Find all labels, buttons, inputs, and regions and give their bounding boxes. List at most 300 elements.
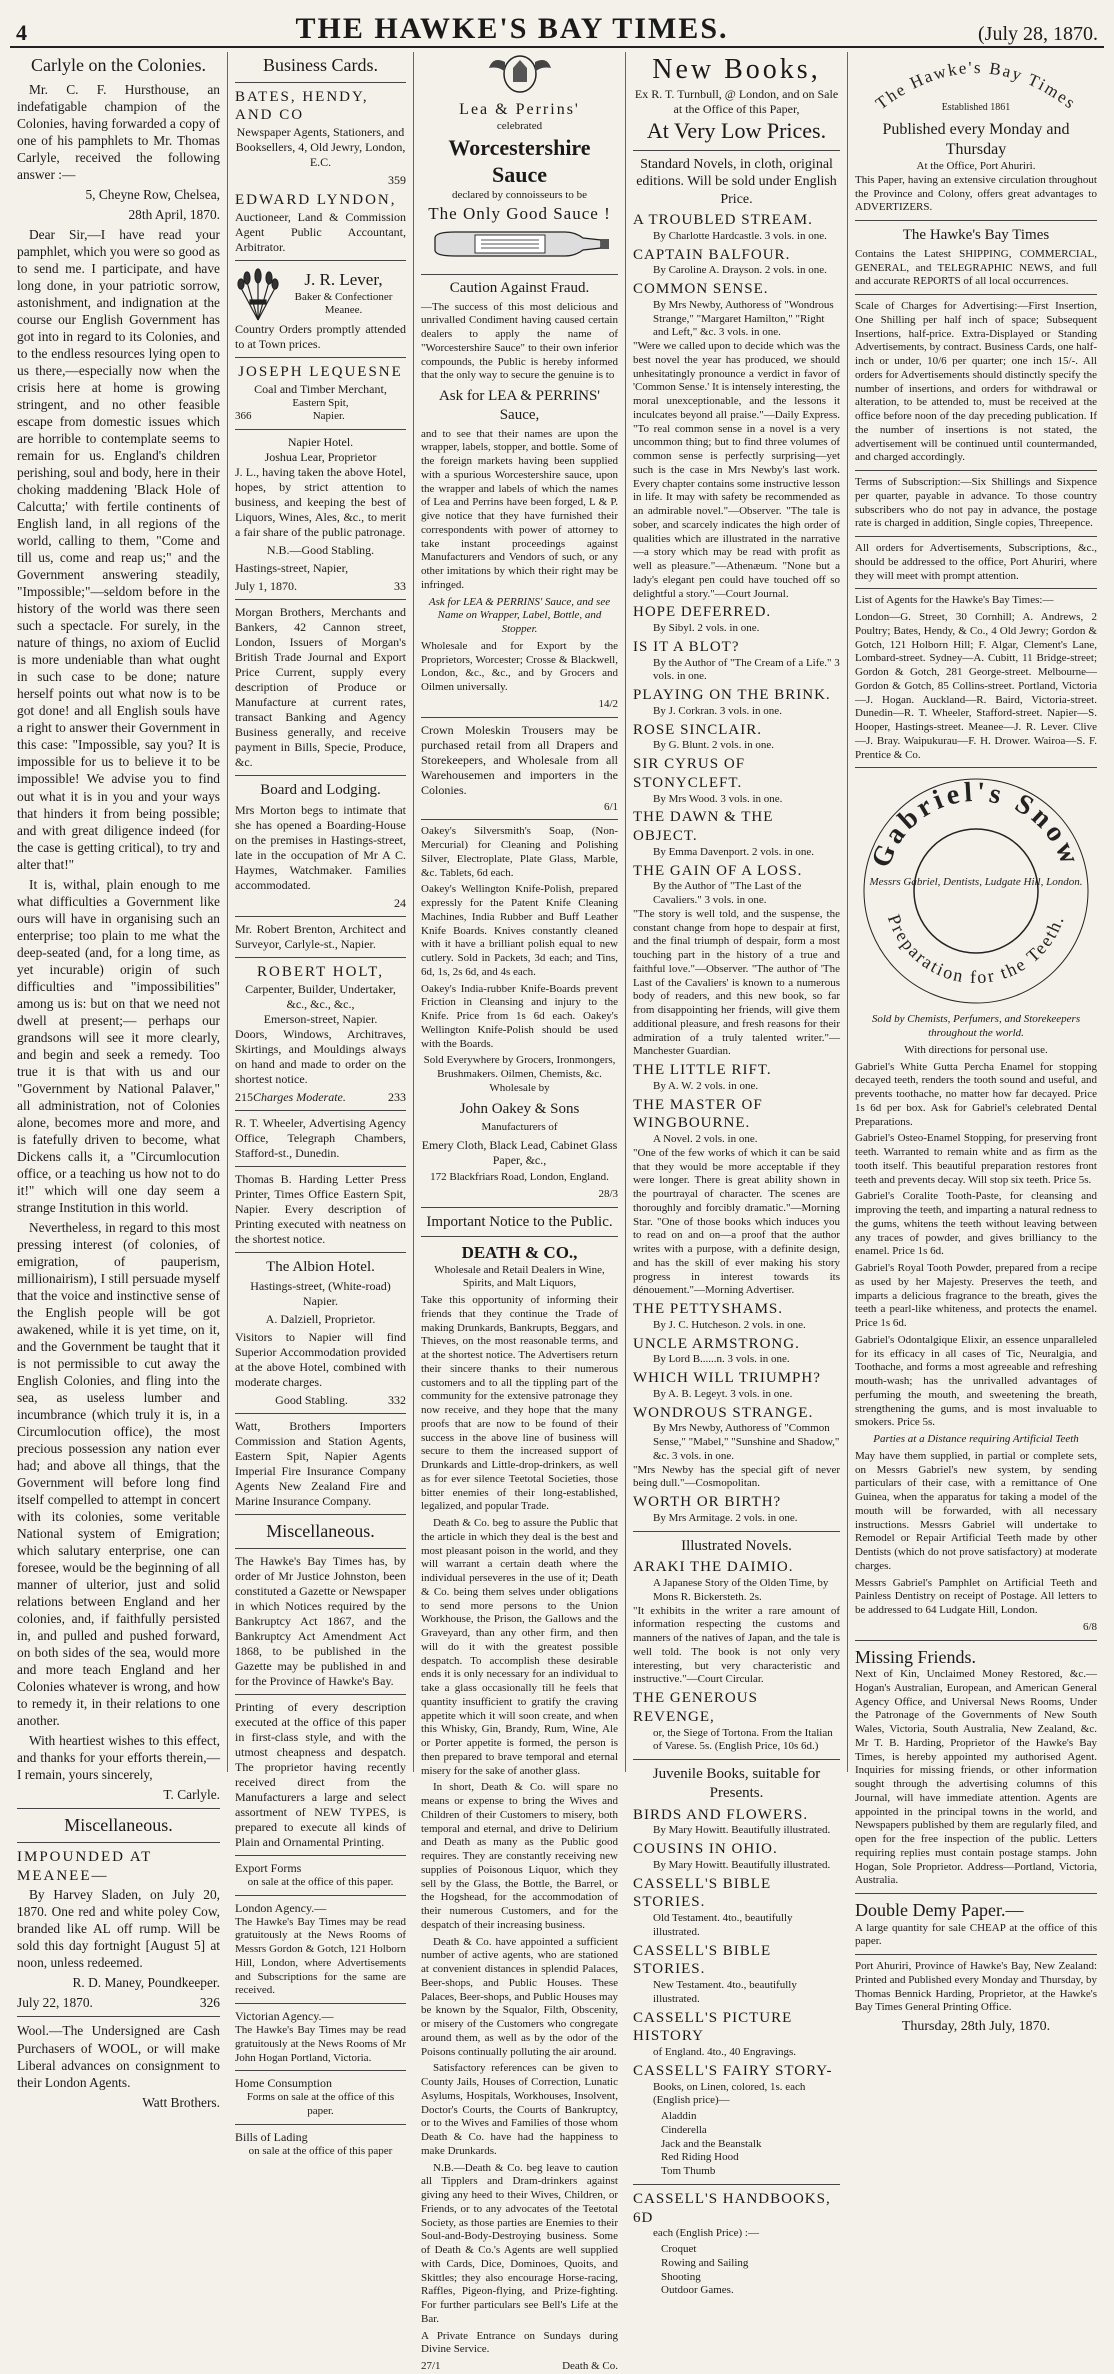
crest-icon [485,52,555,96]
carlyle-body-3: Nevertheless, in regard to this most pressing interest (of colonies, of emigration, of pauperism, millionairism), I still persuade myself that the voice and instinctive sense of the English people will be got awakened, while it is yet time, on it, and the Government be taught that it is not permissible to cut away the English Colonies, and fling into the sea, as useless lumber and incumbrance (which truly it is, in a Circumlocution office), the most precious possession any nation ever had; and above all things, that the Government will before long find itself compelled to attempt in concert with its colonies, some veritable National system of Emigration; which salutary enterprise, one can foresee, would be the beginning of all manner of ulterior, just and solid relations between England and her colonies, and, if faithfully persisted in, and pulled and pushed forward, on both sides of the sea, would more and more teach England and her Colonies whatever is wrong, and how to remedy it, in their relations to one another. [17,1219,220,1729]
newspaper-title: THE HAWKE'S BAY TIMES. [295,12,729,45]
book-item [633,1806,840,1839]
wool-body: Wool.—The Undersigned are Cash Purchasers of WOOL, or will make Liberal advances on consignment to their London Agents. [17,2023,220,2090]
divider [235,1895,406,1896]
book-title: THE GAIN OF A LOSS. [633,862,803,879]
death-body: Take this opportunity of informing their friends that they continue the Trade of making Drunkards, Bankrupts, Beggars, and Thieves, on the most reasonable terms, and at the shortest notice. The Advertisers return their sincere thanks to their numerous customers and to all the tippling part of the community for the extensive patronage they now receive, and they hope that the many proofs that are now to be found of their success in the above line of business will secure to them the increased support of Drunkards and Little-drop-drinkers, as well as for ever silence Teetotal Societies, those bitter enemies of their long-established, legalized, and popular Trade. [421,1294,618,1513]
lequesne-trade: Coal and Timber Merchant, [254,381,387,396]
albion-body: Visitors to Napier will find Superior Accommodation provided at the above Hotel, combined with moderate charges. [235,1330,406,1390]
book-item [633,2190,840,2241]
generous-title: THE GENEROUS REVENGE, [633,1690,758,1725]
list-item: Cinderella [661,2123,707,2136]
lever-place: Meanee. [324,304,363,317]
oakey-sold: Sold Everywhere by Grocers, Ironmongers, Brushmakers. Oilmen, Chemists, &c. Wholesale by [423,1054,616,1094]
divider [855,588,1097,589]
new-books-low: At Very Low Prices. [646,118,827,143]
oakey-mfr: Manufacturers of [481,1121,558,1134]
book-item [633,211,840,244]
column-1 [10,52,228,2110]
lyndon-ad [235,191,406,255]
bills-title: Bills of Lading [235,2129,308,2144]
carlyle-intro: Mr. C. F. Hursthouse, an indefatigable champion of the Colonies, having forwarded a copy of one of his pamphlets to Mr. Thomas Carlyle, received the following answer :— [17,81,220,182]
divider [633,2184,840,2185]
seal-word: Snow [1009,788,1087,873]
book-item [633,755,840,806]
lp-ask: Ask for LEA & PERRINS' Sauce, [438,388,601,423]
death-body-2: Death & Co. beg to assure the Public that the article in which they deal is the best and most pleasant poison in the world, and they will warrant a certain death where the individual perseveres in the use of it; Death & Co. being them selves under obligations to send more persons to the Union Workhouse, the Prison, the Gallows and the Graveyard, than any other firm, and then will do it with the greatest possible despatch. To accomplish these desirable ends it is only necessary for an individual to take a glass occasionally till he feels that quantity insufficient to gratify the craving appetite which it will soon create, and when this Whisky, Gin, Brandy, Rum, Wine, Ale or Porter appetite is formed, the person is then prepared to brave temporal and eternal misery for the sake of another glass. [421,1517,618,1777]
svg-text:Gabriel's Snow [865,777,1086,872]
book-author: By Emma Davenport. 2 vols. in one. [653,845,815,858]
book-author: By J. Corkran. 3 vols. in one. [653,704,782,717]
holt-charges: Charges Moderate. [253,1089,346,1104]
book-title: CASSELL'S PICTURE HISTORY [633,2009,793,2045]
list-item: Shooting [661,2270,701,2283]
book-author: Books, on Linen, colored, 1s. each (English price)— [653,2080,806,2107]
watt-ad: Watt, Brothers Importers Commission and Station Agents, Eastern Spit, Napier Agents Imperial Fire Insurance Company Agents New Zealand Fire and Marine Insurance Company. [235,1419,406,1509]
book-title: CAPTAIN BALFOUR. [633,246,791,263]
new-books-heading: New Books, [652,54,821,85]
oakey-soap: Oakey's Silversmith's Soap, (Non-Mercurial) for Cleaning and Polishing Silver, Electroplate, Plate Glass, Marble, &c. Tablets, 6d each. [421,825,618,879]
book-title: WORTH OR BIRTH? [633,1494,782,1510]
gabriel-no: 6/8 [1082,1620,1097,1633]
imprint-body: Port Ahuriri, Province of Hawke's Bay, New Zealand: Printed and Published every Monday and Thursday, by Thomas Bennick Harding, Proprietor, at the Hawke's Bay Times General Printing Office. [855,1960,1097,2014]
divider [633,150,840,151]
carlyle-closing: With heartiest wishes to this effect, and thanks for your efforts therein,—I remain, yours sincerely, [17,1733,220,1783]
sauce-bottle-icon [425,224,615,264]
holt-body: Doors, Windows, Architraves, Skirtings, and Mouldings always on hand and made to order on the shortest notice. [235,1026,406,1086]
impounded-title: IMPOUNDED AT MEANEE— [17,1849,152,1885]
divider [235,260,406,261]
crown-no: 6/1 [603,800,618,813]
divider [235,957,406,958]
death-private: A Private Entrance on Sundays during Divine Service. [421,2329,618,2356]
hbt-office: At the Office, Port Ahuriri. [916,160,1036,172]
divider [235,2003,406,2004]
divider [855,470,1097,471]
divider [855,220,1097,221]
hotel-nb: N.B.—Good Stabling. [266,543,375,557]
list-item: Tom Thumb [661,2165,716,2177]
death-body-5: Satisfactory references can be given to County Jails, Houses of Correction, Lunatic Asylums, Hospitals, Workhouses, Insolvent, Doctor's Courts, the Courts of Bankruptcy, or to the Wives and Families of those whom Death & Co. have had the happiness to make Drunkards. [421,2062,618,2157]
wheeler-ad: R. T. Wheeler, Advertising Agency Office, Telegraph Chambers, Stafford-st., Dunedin. [235,1115,406,1160]
albion-prop: A. Dalziell, Proprietor. [265,1312,376,1327]
harding-ad: Thomas B. Harding Letter Press Printer, Times Office Eastern Spit, Napier. Every description of Printing executed with neatness on the shortest notice. [235,1171,406,1246]
lp-no: 14/2 [598,697,618,710]
export-title: Export Forms [235,1860,302,1875]
book-author: By Mrs Newby, Authoress of "Wondrous Strange," "Margaret Hamilton," "Right and Left," &c. 3 vols. in one. [653,298,834,339]
demy-body: A large quantity for sale CHEAP at the office of this paper. [855,1921,1097,1948]
london-title: London Agency.— [235,1900,327,1915]
wool-ad [17,2022,220,2110]
lever-ad [235,266,406,352]
book-title: SIR CYRUS OF STONYCLEFT. [633,756,746,791]
bates-no: 359 [388,173,406,187]
book-item [633,721,840,754]
impounded-date: July 22, 1870. [17,1995,93,2011]
divider [855,1893,1097,1894]
hbt-terms: Terms of Subscription:—Six Shillings and Sixpence per quarter, payable in advance. To those country subscribers who do not pay in advance, the postage rate is charged in addition, Single copies, Threepence. [855,476,1097,530]
brenton-ad: Mr. Robert Brenton, Architect and Surveyor, Carlyle-st., Napier. [235,921,406,951]
divider [235,1694,406,1695]
book-item [633,686,840,719]
gabriel-elixir: Gabriel's Odontalgique Elixir, an essence unparalleled for its efficacy in all cases of Tic, Neuralgia, and Toothache, and forms a most agreeable and refreshing mouth-wash; has the unrivalled advantages of perfuming the mouth, and sweetening the breath, strengthening the gums, and is most invaluable to smokers. Price 5s. [855,1333,1097,1429]
lequesne-ad [235,363,406,424]
column-4 [626,52,848,2297]
board-body: Mrs Morton begs to intimate that she has opened a Boarding-House on the premises in Hastings-street, late in the occupation of Mr A C. Haymes, Watchmaker. Families accommodated. [235,802,406,892]
book-author: By Mrs Wood. 3 vols. in one. [653,792,783,805]
book-author: By the Author of "The Last of the Cavaliers." 3 vols. in one. [653,880,802,906]
book-item [633,1335,840,1368]
page-number: 4 [16,20,27,45]
gabriel-directions: With directions for personal use. [904,1043,1048,1056]
book-review: "The story is well told, and the suspense, the constant change from hope to despair at first, and the final triumph of despair, form a most touching part in the history of a true and faithful love."—Observer. "The author of 'The Last of the Cavaliers' is known to a numerous body of readers, and this new book, so far from disappointing her friends, will give them additional pleasure, and fresh reasons for their admiration of a truly talented writer."—Manchester Guardian. [633,907,840,1058]
column-3 [414,52,626,2372]
book-list [633,211,840,1526]
book-title: WONDROUS STRANGE. [633,1404,814,1421]
lp-ask-2: Ask for LEA & PERRINS' Sauce, and see Name on Wrapper, Label, Bottle, and Stopper. [428,595,611,635]
book-title: HOPE DEFERRED. [633,604,772,621]
book-title: CASSELL'S FAIRY STORY- [633,2062,833,2079]
lp-ask-body: and to see that their names are upon the wrapper, labels, stopper, and bottle. Some of the foreign markets having been supplied with a spurious Worcestershire sauce, upon the wrapper and labels of which the names of Lea and Perrins have been forged, L & P. give notice that they have furnished their correspondents with power of attorney to take instant proceedings against Manufacturers and Vendors of such, or any other imitations by which their right may be infringed. [421,427,618,591]
book-author: By G. Blunt. 2 vols. in one. [653,739,775,752]
divider [235,429,406,430]
book-author: By Mrs Armitage. 2 vols. in one. [653,1511,798,1524]
book-item [633,1061,840,1094]
divider [855,767,1097,768]
illustrated-heading: Illustrated Novels. [681,1537,792,1554]
divider [235,1413,406,1414]
bills-body: on sale at the office of this paper [248,2144,393,2157]
albion-heading: The Albion Hotel. [266,1258,375,1275]
divider [855,1954,1097,1955]
handbooks-by: each (English Price) :— [653,2227,759,2240]
victorian-body: The Hawke's Bay Times may be read gratuitously at the News Rooms of Mr John Hogan Portland, Victoria. [235,2024,406,2064]
hbt-arc-title [856,52,1096,116]
gabriel-sold: Sold by Chemists, Perfumers, and Storekeepers throughout the world. [871,1013,1081,1039]
home-title: Home Consumption [235,2076,333,2091]
book-title: PLAYING ON THE BRINK. [633,687,831,703]
divider [421,717,618,718]
missing-body: Next of Kin, Unclaimed Money Restored, &c.—Hogan's Australian, European, and American General Agency Office, and Universal News Rooms, Under the Patronage of the Governments of New South Wales, Victoria, South Australia, New Zealand, &c. Mr T. B. Harding, Proprietor of the Hawke's Bay Times, is hereby appointed my authorised Agent. Inquiries for missing friends, or other information sought through the advertising columns of this Journal, will have immediate attention. Agents are appointed in the principal towns in the world, and Newspapers published by them are regularly filed, and open for the free inspection of the public. Letters requiring replies must contain postage stamps. John Hogan, Sole Proprietor. Address—Portland, Victoria, Australia. [855,1668,1097,1887]
book-author: By Caroline A. Drayson. 2 vols. in one. [653,264,827,277]
divider [633,1759,840,1760]
lyndon-name: EDWARD LYNDON, [235,192,397,208]
divider [235,2124,406,2125]
list-item: Aladdin [661,2110,697,2122]
home-body: Forms on sale at the office of this paper. [246,2091,395,2117]
death-no: 27/1 [421,2360,441,2372]
divider [235,1166,406,1167]
lp-caution-body: —The success of this most delicious and unrivalled Condiment having caused certain dealers to apply the name of "Worcestershire Sauce" to their own inferior compounds, the Public is hereby informed that the only way to secure the genuine is to [421,300,618,382]
book-title: THE LITTLE RIFT. [633,1062,772,1078]
business-heading: Business Cards. [262,55,378,75]
divider [235,1514,406,1515]
lyndon-body: Auctioneer, Land & Commission Agent Public Accountant, Arbitrator. [235,209,406,254]
book-item [633,1300,840,1333]
gabriel-parties: May have them supplied, in partial or complete sets, on Messrs Gabriel's new system, by sending particulars of their case, with a remittance of One Guinea, when the apparatus for taking a model of the mouth will be forwarded, with all necessary instructions. Messrs Gabriel will undertake to Remodel or Repair Artificial Teeth made by other Dentists (which do not prove satisfactory) at moderate charges. [855,1449,1097,1572]
divider [235,1855,406,1856]
book-item [633,1689,840,1754]
book-title: A TROUBLED STREAM. [633,212,813,228]
araki-title: ARAKI THE DAIMIO. [633,1559,794,1576]
divider [235,775,406,776]
export-body: on sale at the office of this paper. [247,1875,394,1888]
book-item [633,1369,840,1402]
book-author: By A. W. 2 vols. in one. [653,1079,759,1092]
gabriel-seal [858,773,1094,1009]
list-item: Jack and the Beanstalk [661,2137,762,2150]
divider [235,1548,406,1549]
book-item [633,2062,840,2108]
holt-no: 215 [235,1089,253,1104]
hbt-scale: Scale of Charges for Advertising:—First Insertion, One Shilling per half inch of space; Subsequent Insertions, half-price. Extra-Displayed or Standing Advertisements, by contract. Business Cards, one half-inch or under, 10/6 per quarter; one inch 15/-. All orders for Advertisements should distinctly specify the number of insertions, and orders for withdrawal or alteration, to be attended to, must be received at the office before noon of the day preceding publication. If the number of insertions is not stated, the advertisement will be continued until countermanded, and charged accordingly. [855,300,1097,464]
death-nb: N.B.—Death & Co. beg leave to caution all Tipplers and Dram-drinkers against giving any heed to their Wives, Children, or Friends, or to any advocates of the Teetotal Society, as those parties are Enemies to their Soul-and-Body-Destroying business. Some of Death & Co.'s Agents are well supplied with Cards, Dice, Dominoes, Quoits, and Skittles; they also encourage Horse-racing, Raffles, Pigeon-flying, and Prize-fighting. For further particulars see Bell's Life at the Bar. [421,2161,618,2325]
gabriel-white: Gabriel's White Gutta Percha Enamel for stopping decayed teeth, renders the tooth sound and useful, and prevents toothache, no matter how far decayed. Price 1s 6d per box. Ask for Gabriel's celebrated Dental Preparations. [855,1060,1097,1128]
divider [855,1640,1097,1641]
seal-bottom: Preparation for the Teeth. [883,911,1069,988]
book-item [633,1096,840,1299]
carlyle-heading: Carlyle on the Colonies. [31,55,206,75]
book-review: "Were we called upon to decide which was the best novel the year has produced, we should unhesitatingly pronounce a verdict in favor of 'Common Sense.' It is intensely interesting, the moral unexceptionable, and the lessons it inculcates beyond all praise."—Daily Express. "To real common sense in a novel is a very uncommon thing; but to find three volumes of common sense is perfectly surprising—yet such is the case in Mrs Newby's last work. Every chapter contains some instructive lesson in life. It may with safety be recommended as an admirable novel."—Observer. "The tale is sober, and scarcely indicates the high order of qualities which are illustrated in the narrative—a story which may be read with profit as well as pleasure."—Athenæum. "None but a lady's elegant pen could have touched off so delightful a story."—Court Journal. [633,340,840,600]
bates-ad [235,88,406,189]
carlyle-address: 5, Cheyne Row, Chelsea, [85,186,220,202]
gabriel-royal: Gabriel's Royal Tooth Powder, prepared from a recipe as used by her Majesty. Preserves the teeth, and imparts a delicious fragrance to the breath, gives the teeth a pearl-like whiteness, and protects the enamel. Price 1s 6d. [855,1262,1097,1329]
book-title: ROSE SINCLAIR. [633,721,763,738]
printing-ad: Printing of every description executed at the office of this paper in first-class style, and with the utmost cheapness and despatch. The proprietor having recently received direct from the Manufacturers a large and select assortment of NEW TYPES, is prepared to execute all kinds of Plain and Ornamental Printing. [235,1699,406,1849]
gabriel-pamphlet: Messrs Gabriel's Pamphlet on Artificial Teeth and Painless Dentistry on receipt of Postage. All letters to be addressed to 64 Ludgate Hill, London. [855,1576,1097,1616]
bates-name: BATES, HENDY, AND CO [235,88,369,124]
napier-hotel-ad [235,435,406,594]
misc-heading-2: Miscellaneous. [266,1521,375,1542]
divider [235,1252,406,1253]
araki-quote: "It exhibits in the writer a rare amount of information respecting the customs and manners of the natives of Japan, and the tale is well told. The book is not only very interesting, but very characteristic and instructive."—Court Circular. [633,1604,840,1686]
book-title: CASSELL'S BIBLE STORIES. [633,1942,772,1978]
seal-center: Messrs Gabriel, Dentists, Ludgate Hill, London. [869,876,1083,889]
book-item [633,2009,840,2060]
oakey-firm: John Oakey & Sons [459,1100,580,1117]
lever-trade: Baker & Confectioner [294,290,393,303]
death-sub: Wholesale and Retail Dealers in Wine, Spirits, and Malt Liquors, [434,1263,605,1290]
svg-text:Preparation for the Teeth. [884,912,1068,987]
book-author: New Testament. 4to., beautifully illustrated. [653,1979,797,2005]
book-title: COUSINS IN OHIO. [633,1841,778,1857]
book-author: By the Author of "The Cream of a Life." 3 vols. in one. [653,656,840,683]
hbt-intro: This Paper, having an extensive circulation throughout the Province and Colony, offers great advantages to ADVERTIZERS. [855,173,1097,214]
oakey-india: Oakey's India-rubber Knife-Boards prevent Friction in Cleansing and injury to the Knife. Price from 1s 6d each. Oakey's Wellington Knife-Polish should be used with the Boards. [421,982,618,1050]
list-item: Rowing and Sailing [661,2256,749,2269]
hbt-gazette-ad: The Hawke's Bay Times has, by order of Mr Justice Johnston, been constituted a Gazette or Newspaper in which Notices required by the Bankruptcy Act 1867, and the Bankruptcy Act Amendment Act 1868, to be published in the Gazette may be published in and for the Province of Hawke's Bay. [235,1553,406,1688]
book-item [633,862,840,1060]
book-title: THE PETTYSHAMS. [633,1301,784,1317]
oakey-addr: 172 Blackfriars Road, London, England. [430,1171,609,1183]
divider [855,536,1097,537]
book-author: By Mary Howitt. Beautifully illustrated. [653,1858,831,1871]
albion-no: 332 [388,1393,406,1408]
handbooks-list [633,2243,840,2298]
book-title: IS IT A BLOT? [633,638,740,655]
lever-body: Country Orders promptly attended to at Town prices. [235,321,406,351]
new-books-intro: Standard Novels, in cloth, original editions. Will be sold under English Price. [636,156,837,207]
juvenile-list [633,1806,840,2109]
book-title: BIRDS AND FLOWERS. [633,1806,809,1823]
holt-no-2: 233 [388,1089,406,1104]
divider [235,2070,406,2071]
lequesne-place: Napier. [312,410,345,423]
carlyle-signature: T. Carlyle. [163,1787,220,1803]
new-books-ex: Ex R. T. Turnbull, @ London, and on Sale at the Office of this Paper, [634,87,839,116]
board-no: 24 [394,895,406,910]
crown-ad: Crown Moleskin Trousers may be purchased retail from all Drapers and Storekeepers, and Wholesale from all Warehousemen and importers in the Colonies. [421,722,618,797]
holt-ad [235,963,406,1105]
generous-by: or, the Siege of Tortona. From the Italian of Varese. 5s. (English Price, 10s 6d.) [653,1726,833,1753]
divider [855,294,1097,295]
masthead [10,6,1104,48]
bates-body: Newspaper Agents, Stationers, and Booksellers, 4, Old Jewry, London, E.C. [235,125,406,169]
book-title: WHICH WILL TRIUMPH? [633,1370,821,1386]
book-title: UNCLE ARMSTRONG. [633,1335,800,1352]
hotel-name: Napier Hotel. [287,435,354,449]
hbt-est: Established 1861 [941,102,1011,113]
gabriel-osteo: Gabriel's Osteo-Enamel Stopping, for preserving front teeth. Warranted to remain white and as firm as the tooth itself. This beautiful preparation restores front teeth and prevents decay. Will stop six teeth. Price 5s. [855,1132,1097,1186]
death-sign: Death & Co. [562,2360,618,2372]
hotel-addr: Hastings-street, Napier, [235,561,349,575]
albion-stabling: Good Stabling. [275,1393,348,1408]
divider [235,599,406,600]
hotel-date: July 1, 1870. [235,579,298,593]
book-title: CASSELL'S BIBLE STORIES. [633,1875,772,1911]
book-author: By Mary Howitt. Beautifully illustrated. [653,1824,831,1837]
lever-name: J. R. Lever, [304,270,383,290]
hotel-prop: Joshua Lear, Proprietor [264,450,377,464]
book-author: By J. C. Hutcheson. 2 vols. in one. [653,1318,806,1331]
book-author: A Novel. 2 vols. in one. [653,1133,758,1145]
impounded-body: By Harvey Sladen, on July 20, 1870. One red and white poley Cow, branded like AL off rump. Will be sold this day fortnight [August 5] at noon, unless redeemed. [17,1887,220,1971]
hbt-arc-text: The Hawke's Bay Times [871,57,1081,114]
column-5 [848,52,1104,2034]
impounded-ad [17,1848,220,2011]
columns [10,52,1104,2372]
book-review: "Mrs Newby has the special gift of never being dull."—Cosmopolitan. [633,1463,840,1490]
seal-top: Gabriel's [865,777,1008,873]
book-item [633,1493,840,1526]
board-heading: Board and Lodging. [260,782,381,798]
hbt-banner [855,52,1097,174]
hbt-pub: Published every Monday and Thursday [882,121,1070,158]
juvenile-heading: Juvenile Books, suitable for Presents. [652,1766,821,1801]
lequesne-no: 366 [235,410,252,423]
carlyle-date: 28th April, 1870. [128,206,220,222]
carlyle-body: Dear Sir,—I have read your pamphlet, which you were so good as to send me. I participate, and have long done, in your patriotic sorrow, astonishment, and indignation at the course our English Government has got into in regard to its Colonies, and to the endless resources lying open to us there,—especially now when the crisis here at home is growing stringent, and no other feasible escape from domestic issues which are horrible to contemplate seems to remain for us. England's children perishing, soul and body, here in their choking maddening 'Black Hole of Calcutta;' with fertile continents of English land, in all regions of the world, calling to them, "Come and till us, come and reap us;" and the Government answering steadily, "Impossible;"—seldom before in the history of the world was there seen such a spectacle. For surely, in the nature of things, no axiom of Euclid is more undeniable than what ought in such case to be done; nature herself points out what now is to be got done! and all English souls have a right to answer their Government in this case: "Impossible, say you? It is impossible for us to believe it to be impossible! We advise you to find out what it is in you and your ways that hinders it from being possible; and with great diligence indeed (for the case is getting critical), to try and alter that!" [17,226,220,872]
divider [421,1207,618,1208]
lequesne-addr: Eastern Spit, [292,396,349,409]
book-title: THE DAWN & THE OBJECT. [633,809,774,844]
death-body-4: Death & Co. have appointed a sufficient number of active agents, who are stationed at convenient distances in splendid Palaces, Beer-shops, and Public Houses. These Palaces, Beer-shops, and Public Houses may be known by the Squalor, Filth, Obscenity, or misery of the Customers who congregate around them, as well as by the odor of the Poisons continually polluting the air around. [421,1935,618,2058]
divider [235,916,406,917]
divider [17,1842,220,1843]
book-item [633,1404,840,1492]
misc-heading-1: Miscellaneous. [64,1815,173,1836]
divider [421,1236,618,1237]
lp-celebrated: celebrated [496,120,543,132]
book-item [633,246,840,279]
morgan-ad: Morgan Brothers, Merchants and Bankers, 42 Cannon street, London, Issuers of Morgan's British Trade Journal and Export Price Current, supply every description of Produce or Manufacture at current rates, transact Banking and Agency Business generally, and receive payment in Bills, Specie, Produce, &c. [235,605,406,769]
hbt-all: All orders for Advertisements, Subscriptions, &c., should be addressed to the office, Port Ahuriri, where they will meet with prompt attention. [855,542,1097,582]
new-books-header [633,52,840,145]
book-author: By Sibyl. 2 vols. in one. [653,622,760,634]
book-item [633,1840,840,1873]
demy-title: Double Demy Paper.— [855,1900,1024,1920]
wheatsheaf-icon [235,266,281,322]
death-notice: Important Notice to the Public. [426,1213,613,1230]
book-item [633,1942,840,2007]
oakey-knife: Oakey's Wellington Knife-Polish, prepared expressly for the Patent Knife Cleaning Machines, India Rubber and Buff Leather Knife Boards. Knives constantly cleaned with it have a brilliant polish equal to new cutlery. Sold in Packets, 3d each; and Tins, 6d, 1s, 2s 6d, and 4s each. [421,883,618,978]
book-author: By Lord B......n. 3 vols. in one. [653,1353,790,1366]
book-item [633,280,840,601]
gabriel-parties-head: Parties at a Distance requiring Artificial Teeth [873,1433,1079,1445]
death-body-3: In short, Death & Co. will spare no means or expense to bring the Wives and Children of their Customers to misery, both temporal and eternal, and drive to Delirium and Death as many as the Public good requires. They are constantly receiving new supplies of Poisonous Liquor, which they sell by the Glass, the Bottle, the Barrel, or the Hogshead, for the accommodation of their numerous Customers, and for the despatch of their increasing business. [421,1781,618,1931]
list-item: Red Riding Hood [661,2151,739,2164]
lp-wholesale: Wholesale and for Export by the Proprietors, Worcester; Crosse & Blackwell, London, &c., &c., and by Grocers and Oilmen universally. [421,639,618,693]
handbooks-title: CASSELL'S HANDBOOKS, 6D [633,2190,831,2226]
missing-title: Missing Friends. [855,1646,977,1667]
hotel-no: 33 [394,579,406,593]
book-item [633,638,840,684]
carlyle-body-2: It is, withal, plain enough to me what difficulties a Government like ours will have in organising such an enterprise; too plain to me what the deep-seated (and, for a long time, as yet incurable) origin of such difficulties and "impossibilities" among us is: but on that we need not dwell at present;— perhaps our grandsons will see it more clearly, and begin and seek a remedy. Too true it is that with us and our "Government by National Palaver," all administration, not of Colonies alone, becomes more and more, and is fatefully driven to become, what Dickens calls it, a "Circumlocution office, or a teaching us how not to do it!" which will one day seem a strange Institution in this world. [17,876,220,1215]
lp-only: The Only Good Sauce ! [428,203,611,223]
list-item: Croquet [661,2243,697,2255]
impounded-no: 326 [199,1995,220,2011]
book-author: of England. 4to., 40 Engravings. [653,2046,796,2058]
book-item [633,1558,840,1687]
holt-name: ROBERT HOLT, [256,963,384,980]
lequesne-name: JOSEPH LEQUESNE [238,363,403,380]
divider [633,1531,840,1532]
divider [235,1110,406,1111]
fairy-list [633,2110,840,2179]
london-body: The Hawke's Bay Times may be read gratuitously at the News Rooms of Messrs Gordon & Gotch, 121 Holborn Hill, London, where Advertisements and Subscriptions for the same are received. [235,1915,406,1997]
divider [421,819,618,820]
agents-heading: List of Agents for the Hawke's Bay Times:— [855,594,1054,607]
hbt-head-2: The Hawke's Bay Times [902,227,1050,243]
agents-list: London—G. Street, 30 Cornhill; A. Andrews, 2 Poultry; Bates, Hendy, & Co., 4 Old Jewry; Gordon & Gotch, 121 Holborn Hill; F. Algar, Clement's Lane, Lombard-street. Sydney—A. Cubitt, 11 Bridge-street; Gordon & Gotch, 281 George-street. Melbourne—Gordon & Gotch, 85 Collins-street. Portland, Victoria—J. Hogan. Auckland—R. Baird, Victoria-street. Dunedin—R. T. Wheeler, Stafford-street. Napier—S. Hooper, Hastings-street. Meanee—J. R. Lever. Clive—J. Bray. Waipukurau—F. H. Drower. Wairoa—S. F. Prentice & Co. [855,611,1097,761]
lp-declared: declared by connoisseurs to be [451,188,587,201]
impounded-sign: R. D. Maney, Poundkeeper. [72,1975,220,1991]
lp-title: Lea & Perrins' [459,101,580,118]
death-name: DEATH & CO., [461,1243,578,1263]
imprint-date: Thursday, 28th July, 1870. [901,2019,1051,2034]
albion-addr: Hastings-street, (White-road) Napier. [250,1279,391,1309]
lp-worcestershire: Worcestershire Sauce [448,134,591,188]
oakey-goods: Emery Cloth, Black Lead, Cabinet Glass Paper, &c., [421,1138,618,1167]
lp-caution-title: Caution Against Fraud. [449,279,590,296]
oakey-no: 28/3 [598,1187,618,1200]
holt-trade: Carpenter, Builder, Undertaker, &c., &c., &c., [245,981,396,1011]
list-item: Outdoor Games. [661,2284,734,2297]
issue-date: (July 28, 1870. [978,23,1098,45]
divider [235,357,406,358]
gabriel-coralite: Gabriel's Coralite Tooth-Paste, for cleansing and improving the teeth, and imparting a natural redness to the gums, whitens the teeth without leaving between any traces of powder, and gives brilliancy to the enamel. Price 1s 6d. [855,1190,1097,1258]
wool-sign: Watt Brothers. [142,2094,220,2110]
book-title: THE MASTER OF WINGBOURNE. [633,1096,763,1132]
book-title: COMMON SENSE. [633,281,769,297]
divider [17,2016,220,2017]
book-author: By Charlotte Hardcastle. 3 vols. in one. [653,229,827,242]
hotel-body: J. L., having taken the above Hotel, hopes, by strict attention to business, and keeping the best of Liquors, Wines, Ales, &c., to merit a fair share of the public patronage. [235,465,406,539]
book-author: Old Testament. 4to., beautifully illustrated. [653,1912,793,1938]
araki-by: A Japanese Story of the Olden Time, by Mons R. Bickersteth. 2s. [653,1577,829,1603]
victorian-title: Victorian Agency.— [235,2009,334,2023]
divider [17,1808,220,1809]
